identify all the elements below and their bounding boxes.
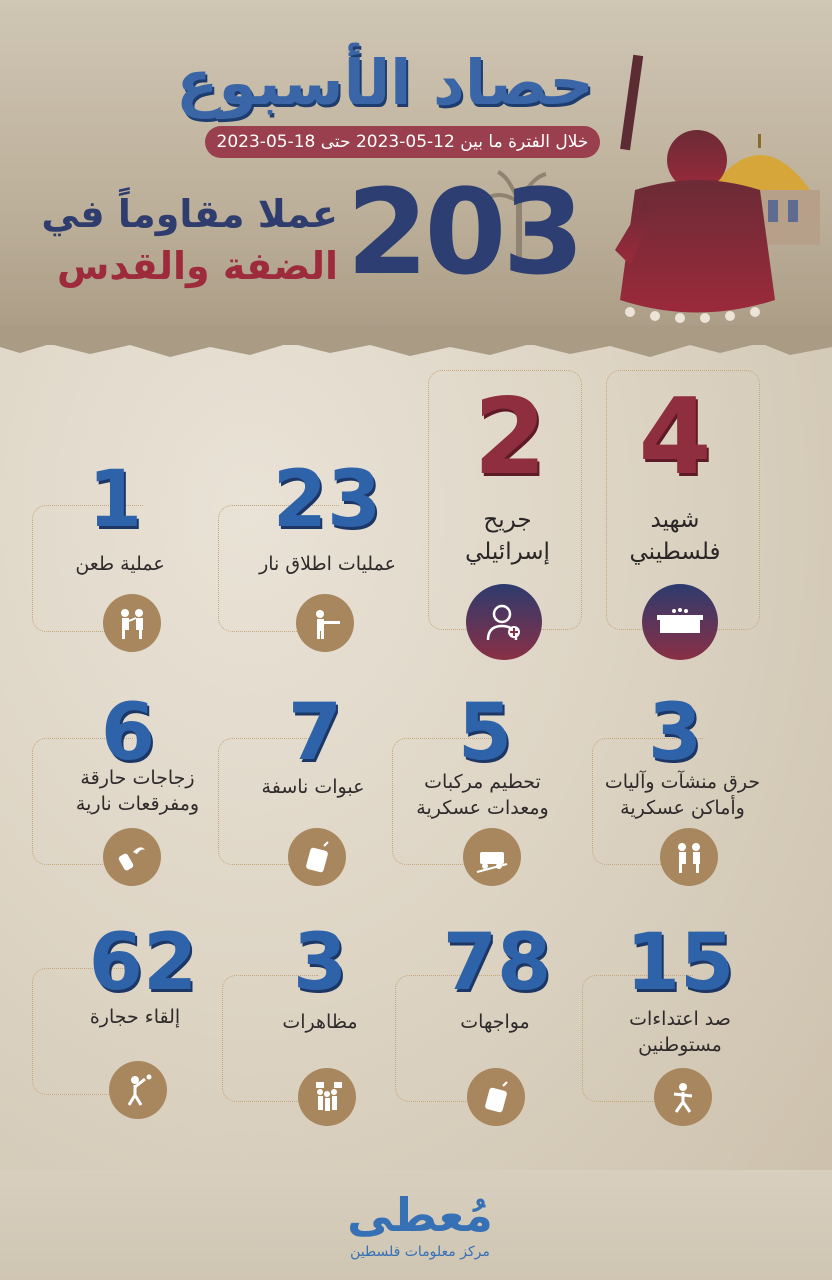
burning-label-2: وأماكن عسكرية — [620, 797, 745, 819]
martyrs-label-2: فلسطيني — [629, 539, 721, 565]
shooting-label: عمليات اطلاق نار — [259, 553, 396, 575]
explosives-count: 7 — [287, 688, 343, 778]
explosive-icon — [288, 828, 346, 886]
molotov-count: 6 — [100, 688, 156, 778]
injured-label-2: إسرائيلي — [465, 539, 550, 565]
confrontations-label: مواجهات — [460, 1011, 530, 1033]
protests-count: 3 — [292, 918, 348, 1008]
molotov-label-1: زجاجات حارقة — [80, 767, 195, 789]
vehicle-icon — [463, 828, 521, 886]
headline-line-1: عملا مقاوماً في — [41, 192, 338, 236]
stone-thrower-icon — [109, 1061, 167, 1119]
stabbing-label: عملية طعن — [75, 553, 165, 575]
injured-count: 2 — [473, 376, 547, 498]
vehicles-count: 5 — [457, 688, 513, 778]
poster-title: حصاد الأسبوع — [176, 46, 594, 119]
molotov-label-2: ومفرقعات نارية — [75, 793, 200, 815]
headline-line-2: الضفة والقدس — [56, 244, 338, 288]
people-icon — [660, 828, 718, 886]
shooting-count: 23 — [272, 455, 382, 545]
confront-icon — [654, 1068, 712, 1126]
explosive-icon — [467, 1068, 525, 1126]
stones-count: 62 — [88, 918, 198, 1008]
stabbing-count: 1 — [87, 455, 143, 545]
martyrs-label-1: شهيد — [650, 507, 700, 533]
protest-icon — [298, 1068, 356, 1126]
martyrs-count: 4 — [638, 376, 712, 498]
molotov-icon — [103, 828, 161, 886]
stones-label: إلقاء حجارة — [89, 1006, 181, 1028]
protests-label: مظاهرات — [282, 1011, 358, 1033]
settlers-count: 15 — [625, 918, 735, 1008]
shooter-icon — [296, 594, 354, 652]
coffin-icon — [642, 584, 718, 660]
injured-label-1: جريح — [483, 507, 532, 533]
settlers-label-2: مستوطنين — [638, 1034, 722, 1056]
confrontations-count: 78 — [442, 918, 552, 1008]
logo-mark: مُعطى — [347, 1188, 493, 1242]
explosives-label: عبوات ناسفة — [261, 776, 365, 798]
logo-subtitle: مركز معلومات فلسطين — [350, 1244, 490, 1260]
stabbing-icon — [103, 594, 161, 652]
logo — [330, 1188, 510, 1261]
burning-count: 3 — [647, 688, 703, 778]
burning-label-1: حرق منشآت وآليات — [604, 771, 761, 793]
total-count: 203 — [346, 163, 581, 301]
vehicles-label-2: ومعدات عسكرية — [416, 797, 549, 819]
vehicles-label-1: تحطيم مركبات — [424, 771, 541, 793]
settlers-label-1: صد اعتداءات — [629, 1008, 731, 1030]
period-badge: خلال الفترة ما بين 12-05-2023 حتى 18-05-2023 — [205, 126, 600, 158]
injured-person-icon — [466, 584, 542, 660]
